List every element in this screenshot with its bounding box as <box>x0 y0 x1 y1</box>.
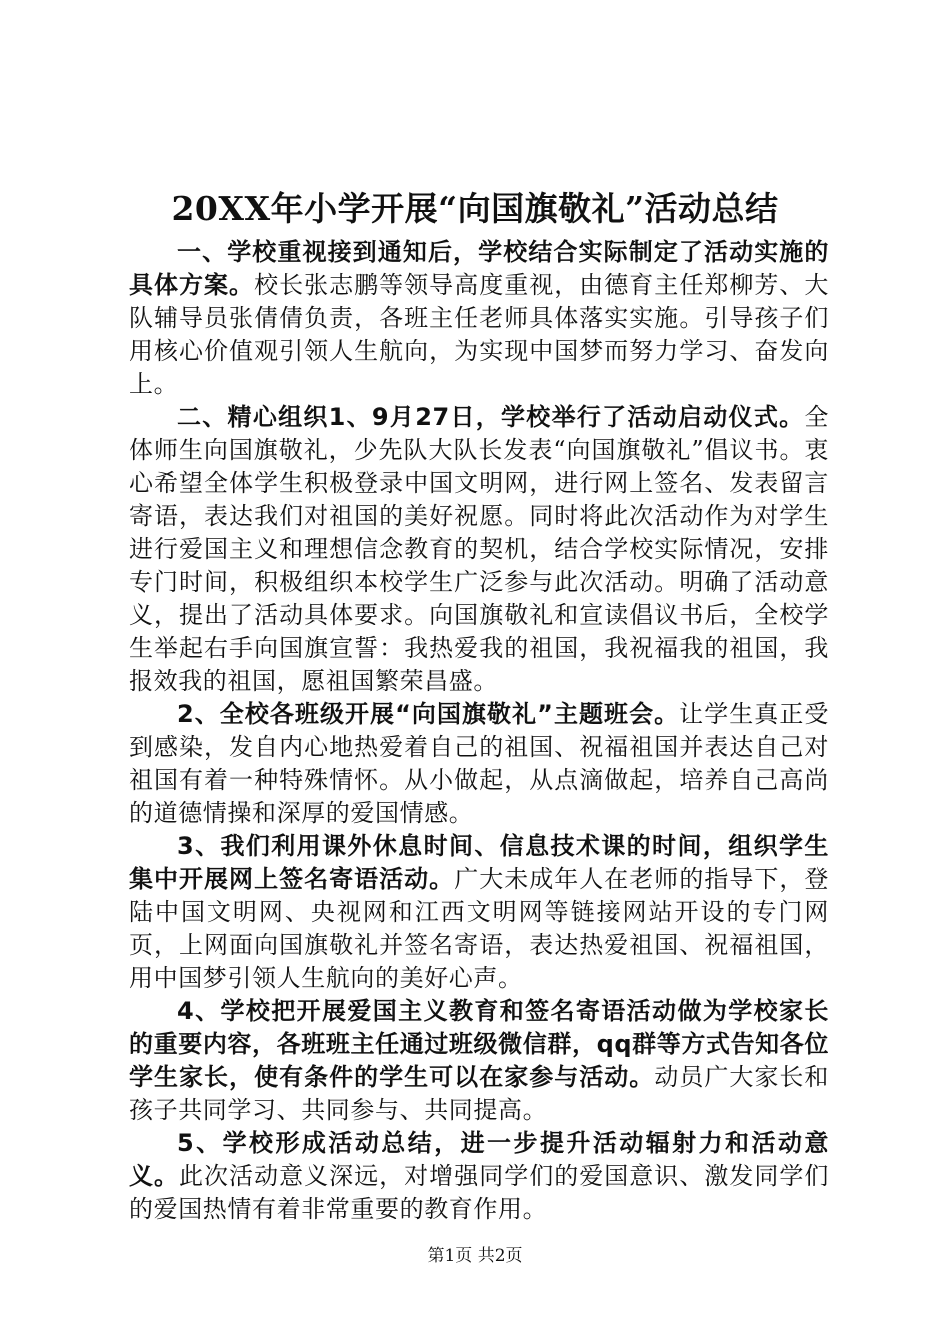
paragraph-lead: 二、精心组织1、9月27日，学校举行了活动启动仪式。 <box>177 403 805 431</box>
paragraph-1 <box>129 236 829 401</box>
paragraph-text: 让学生真正受到感染，发自内心地热爱着自己的祖国、祝福祖国并表达自己对祖国有着一种特殊情怀。从小做起，从点滴做起，培养自己高尚的道德情操和深厚的爱国情感。 <box>129 700 829 827</box>
paragraph-lead: 5、学校形成活动总结，进一步提升活动辐射力和活动意义。 <box>129 1129 829 1190</box>
paragraph-lead: 4、学校把开展爱国主义教育和签名寄语活动做为学校家长的重要内容，各班班主任通过班级微信群，qq群等方式告知各位学生家长，使有条件的学生可以在家参与活动。 <box>129 997 829 1091</box>
page-footer: 第1页 共2页 <box>427 1246 523 1266</box>
paragraph-lead: 一、学校重视接到通知后，学校结合实际制定了活动实施的具体方案。 <box>129 238 829 299</box>
paragraph-text: 广大未成年人在老师的指导下，登陆中国文明网、央视网和江西文明网等链接网站开设的专门网页，上网面向国旗敬礼并签名寄语，表达热爱祖国、祝福祖国，用中国梦引领人生航向的美好心声。 <box>129 865 829 992</box>
paragraph-text: 动员广大家长和孩子共同学习、共同参与、共同提高。 <box>129 1063 829 1124</box>
document-body <box>129 236 829 1226</box>
paragraph-4 <box>129 830 829 995</box>
paragraph-2 <box>129 401 829 698</box>
paragraph-5 <box>129 995 829 1127</box>
paragraph-text: 校长张志鹏等领导高度重视，由德育主任郑柳芳、大队辅导员张倩倩负责，各班主任老师具体落实实施。引导孩子们用核心价值观引领人生航向，为实现中国梦而努力学习、奋发向上。 <box>129 271 829 398</box>
paragraph-text: 此次活动意义深远，对增强同学们的爱国意识、激发同学们的爱国热情有着非常重要的教育作用。 <box>129 1162 829 1223</box>
document-title: 20XX年小学开展“向国旗敬礼”活动总结 <box>171 189 779 228</box>
paragraph-3 <box>129 698 829 830</box>
paragraph-lead: 3、我们利用课外休息时间、信息技术课的时间，组织学生集中开展网上签名寄语活动。 <box>129 832 829 893</box>
paragraph-text: 全体师生向国旗敬礼，少先队大队长发表“向国旗敬礼”倡议书。衷心希望全体学生积极登录中国文明网，进行网上签名、发表留言寄语，表达我们对祖国的美好祝愿。同时将此次活动作为对学生进行爱国主义和理想信念教育的契机，结合学校实际情况，安排专门时间，积极组织本校学生广泛参与此次活动。明确了活动意义，提出了活动具体要求。向国旗敬礼和宣读倡议书后，全校学生举起右手向国旗宣誓：我热爱我的祖国，我祝福我的祖国，我报效我的祖国，愿祖国繁荣昌盛。 <box>129 403 829 695</box>
paragraph-6 <box>129 1127 829 1226</box>
paragraph-lead: 2、全校各班级开展“向国旗敬礼”主题班会。 <box>177 700 680 728</box>
